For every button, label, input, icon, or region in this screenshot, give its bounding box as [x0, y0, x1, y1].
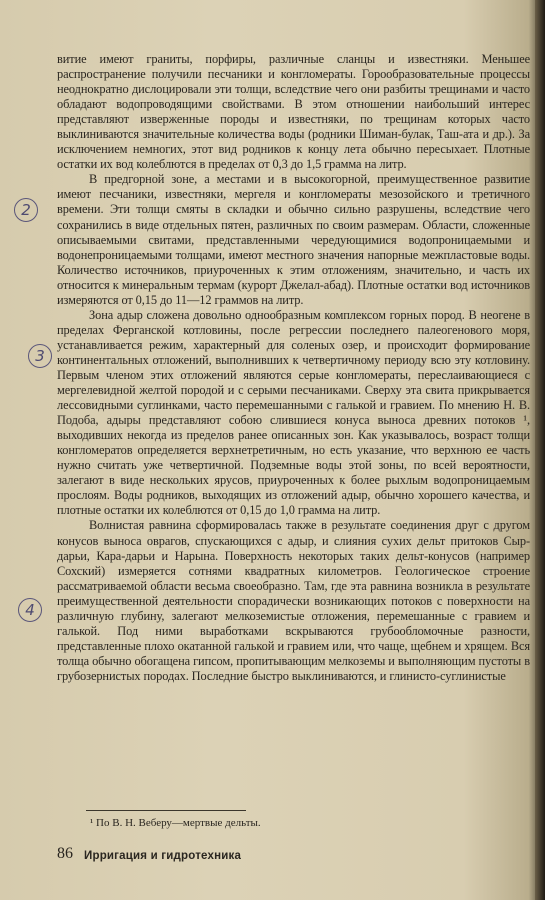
paragraph-4: Волнистая равнина сформировалась также в результате соединения друг с другом конусов выноса оврагов, спускающихся с адыр, и слияния сухих дельт притоков Сыр-дарьи, Кара-дарьи и Нарына. Поверхность некоторых таких дельт-конусов (например Сохский) измеряется сотнями квадратных километров. Геологическое строение рассматриваемой области весьма своеобразно. Там, где эта равнина возникла в результате преимущественной деятельности спорадически возникающих потоков с поверхности на различную глубину, залегают мелкоземистые отложения, перемешанные с гравием и галькой. Под ними выработками вскрываются грубообломочные разности, представленные плохо окатанной галькой и гравием или, что чаще, щебнем и хрящем. Вся толща обычно обогащена гипсом, пропитывающим мелкоземы и выполняющим пустоты в грубозернистых породах. Последние быстро выклиниваются, и глинисто-суглинистые	[57, 518, 530, 683]
running-title: Ирригация и гидротехника	[84, 850, 242, 862]
body-text	[57, 52, 530, 684]
page-number: 86	[57, 845, 73, 862]
paragraph-3: Зона адыр сложена довольно однообразным комплексом горных пород. В неогене в пределах Ферганской котловины, после регрессии последнего палеогенового моря, устанавливается режим, характерный для соленых озер, и происходит формирование континентальных отложений, выполнивших к четвертичному периоду всю эту котловину. Первым членом этих отложений являются серые конгломераты, переслаивающиеся с мергелевидной желтой породой и с серыми песчаниками. Сверху эта свита прикрывается лессовидными суглинками, часто перемешанными с галькой и гравием. По мнению Н. В. Подоба, адыры представляют собою слившиеся конуса выноса древних потоков ¹, выходивших некогда из пределов ранее описанных зон. Как указывалось, возраст толщи конгломератов определяется верхнетретичным, но есть указание, что верхнюю ее часть нужно считать уже четвертичной. Подземные воды этой зоны, по всей вероятности, залегают в виде нескольких ярусов, приуроченных к более рыхлым водопроницаемым прослоям. Воды родников, выходящих из отложений адыр, обычно хорошего качества, и плотные остатки их колеблются от 0,15 до 1,0 грамма на литр.	[57, 307, 530, 518]
footnote-rule	[86, 810, 246, 811]
paragraph-2: В предгорной зоне, а местами и в высокогорной, преимущественное развитие имеют песчаники, известняки, мергеля и конгломераты мезозойского и третичного времени. Эти толщи смяты в складки и обычно сильно разрушены, вследствие чего сохранились в виде отдельных пятен, различных по своим размерам. Области, сложенные описываемыми свитами, представленными чередующимися водопроницаемыми и водонепроницаемыми толщами, имеют местного значения напорные межпластовые воды. Количество источников, приуроченных к этим отложениям, значительно, и часть их относится к минеральным термам (курорт Джелал-абад). Плотные остатки вод источников измеряются от 0,15 до 11—12 граммов на литр.	[57, 172, 530, 307]
margin-annotation-4: 4	[18, 598, 42, 622]
margin-annotation-3: 3	[28, 344, 52, 368]
margin-annotation-2: 2	[14, 198, 38, 222]
footnote: ¹ По В. Н. Веберу—мертвые дельты.	[90, 817, 261, 829]
paragraph-1: витие имеют граниты, порфиры, различные сланцы и известняки. Меньшее распространение получили песчаники и конгломераты. Горообразовательные процессы неоднократно дислоцировали эти толщи, вследствие чего они разбиты трещинами и часто обладают водопроводящими свойствами. В этом отношении наибольший интерес представляют изверженные породы и известняки, по трещинам которых часто выклиниваются значительные количества воды (родники Шиман-булак, Таш-ата и др.). За исключением немногих, этот вид родников к концу лета обычно пересыхает. Плотные остатки их вод колеблются в пределах от 0,3 до 1,5 грамма на литр.	[57, 52, 530, 172]
book-spine-shadow	[535, 0, 545, 900]
